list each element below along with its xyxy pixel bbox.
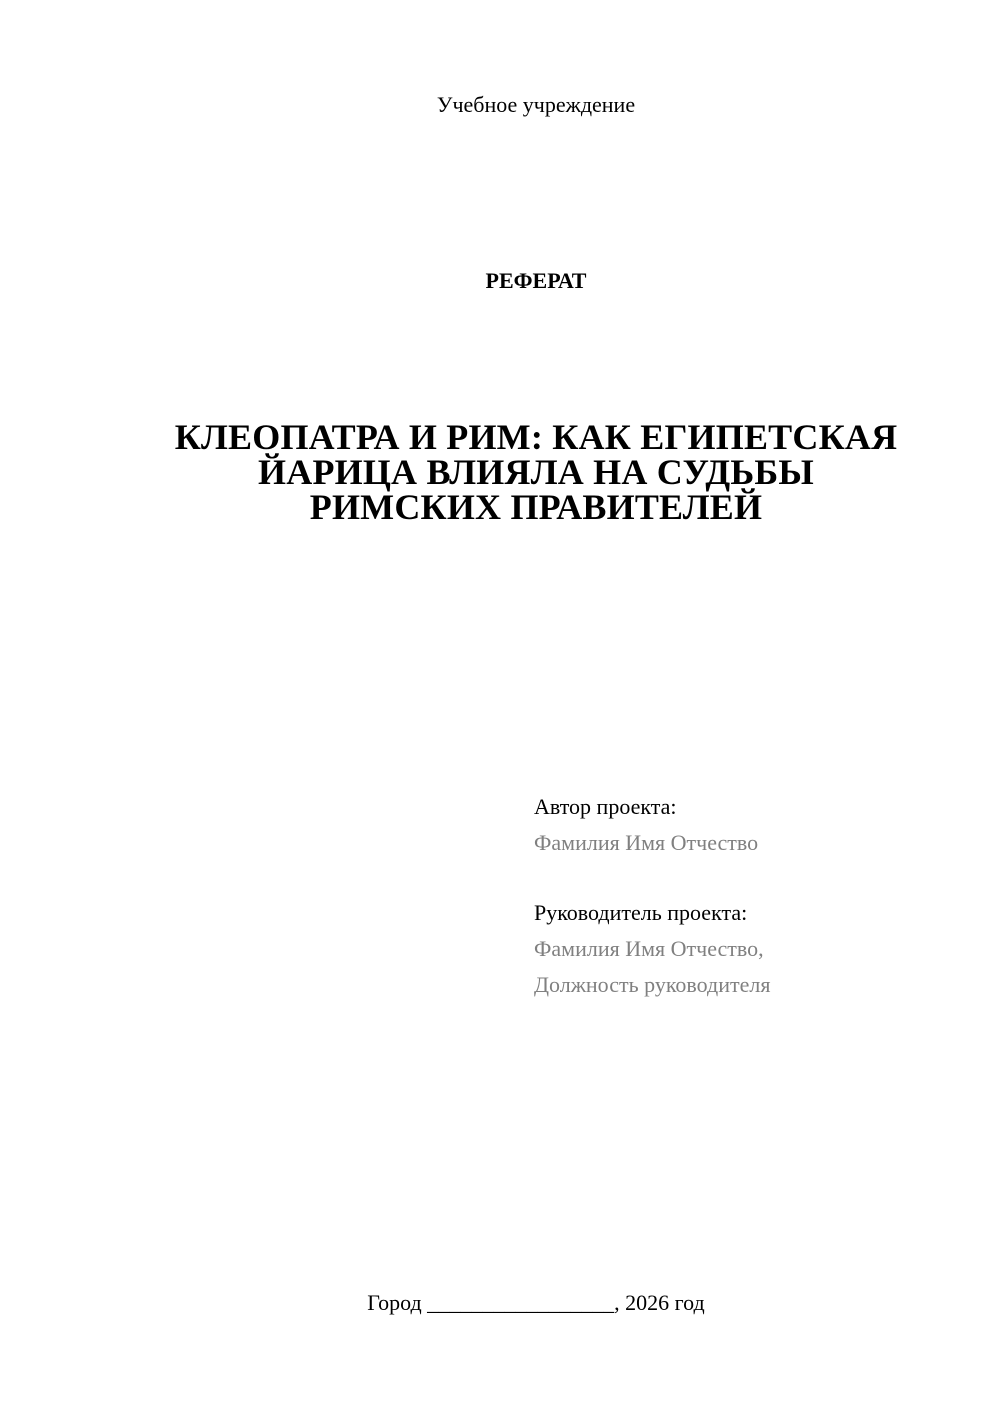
title-line: КЛЕОПАТРА И РИМ: КАК ЕГИПЕТСКАЯ	[174, 417, 898, 457]
supervisor-name: Фамилия Имя Отчество,	[534, 936, 764, 961]
credits-block	[534, 789, 974, 1003]
author-label: Автор проекта:	[534, 794, 677, 819]
author-name: Фамилия Имя Отчество	[534, 830, 759, 855]
supervisor-label: Руководитель проекта:	[534, 900, 748, 925]
spacer	[534, 861, 974, 895]
report-title	[150, 417, 922, 527]
supervisor-position: Должность руководителя	[534, 972, 771, 997]
institution-name: Учебное учреждение	[436, 92, 636, 117]
document-type: РЕФЕРАТ	[485, 268, 587, 293]
title-line: ЙАРИЦА ВЛИЯЛА НА СУДЬБЫ	[258, 452, 814, 492]
title-line: РИМСКИХ ПРАВИТЕЛЕЙ	[309, 487, 763, 527]
city-year-line: Город _________________, 2026 год	[367, 1290, 705, 1315]
